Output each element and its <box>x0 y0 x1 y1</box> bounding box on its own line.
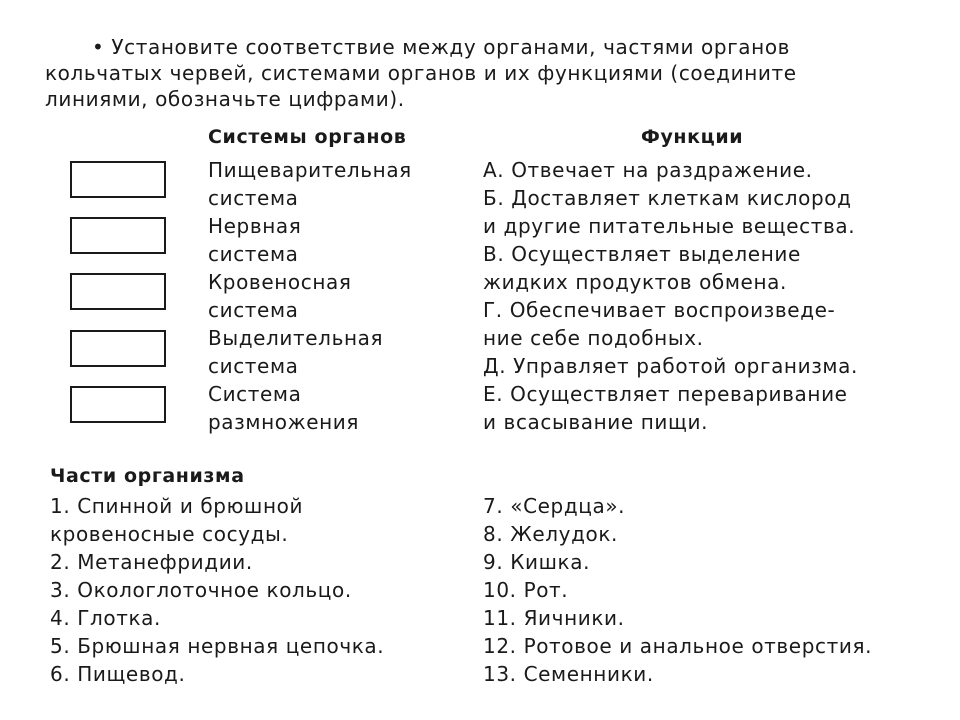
part-item: 13. Семенники. <box>483 662 654 686</box>
function-line: Б. Доставляет клеткам кислород <box>483 186 852 210</box>
task-line-2: кольчатых червей, системами органов и их функциями (соедините <box>45 61 797 85</box>
system-line: размножения <box>208 410 360 434</box>
system-line: система <box>208 242 299 266</box>
answer-box-2[interactable] <box>70 217 166 254</box>
function-line: жидких продуктов обмена. <box>483 270 787 294</box>
functions-heading: Функции <box>641 126 744 148</box>
function-line: Д. Управляет работой организма. <box>483 354 858 378</box>
part-item: 5. Брюшная нервная цепочка. <box>50 634 385 658</box>
function-line: Г. Обеспечивает воспроизведе- <box>483 298 836 322</box>
part-item: 10. Рот. <box>483 578 569 602</box>
task-line-3: линиями, обозначьте цифрами). <box>45 87 405 111</box>
system-line: Выделительная <box>208 326 384 350</box>
function-line: и всасывание пищи. <box>483 410 709 434</box>
system-line: система <box>208 298 299 322</box>
function-line: В. Осуществляет выделение <box>483 242 801 266</box>
system-line: система <box>208 186 299 210</box>
answer-box-3[interactable] <box>70 273 166 310</box>
part-item: 8. Желудок. <box>483 522 619 546</box>
parts-heading: Части организма <box>50 465 245 487</box>
function-line: А. Отвечает на раздражение. <box>483 158 813 182</box>
part-item: 3. Окологлоточное кольцо. <box>50 578 352 602</box>
system-line: Кровеносная <box>208 270 352 294</box>
answer-box-1[interactable] <box>70 161 166 198</box>
system-line: система <box>208 354 299 378</box>
system-line: Пищеварительная <box>208 158 412 182</box>
function-line: и другие питательные вещества. <box>483 214 856 238</box>
part-item: 11. Яичники. <box>483 606 625 630</box>
part-item: 4. Глотка. <box>50 606 161 630</box>
systems-heading: Системы органов <box>208 126 407 148</box>
part-item: 7. «Сердца». <box>483 494 626 518</box>
answer-box-5[interactable] <box>70 386 166 423</box>
part-item: 2. Метанефридии. <box>50 550 253 574</box>
function-line: Е. Осуществляет переваривание <box>483 382 848 406</box>
part-item: кровеносные сосуды. <box>50 522 289 546</box>
part-item: 1. Спинной и брюшной <box>50 494 304 518</box>
system-line: Система <box>208 382 302 406</box>
part-item: 6. Пищевод. <box>50 662 186 686</box>
function-line: ние себе подобных. <box>483 326 704 350</box>
part-item: 12. Ротовое и анальное отверстия. <box>483 634 873 658</box>
part-item: 9. Кишка. <box>483 550 591 574</box>
task-line-1: • Установите соответствие между органами, частями органов <box>92 35 791 59</box>
answer-box-4[interactable] <box>70 330 166 367</box>
system-line: Нервная <box>208 214 302 238</box>
